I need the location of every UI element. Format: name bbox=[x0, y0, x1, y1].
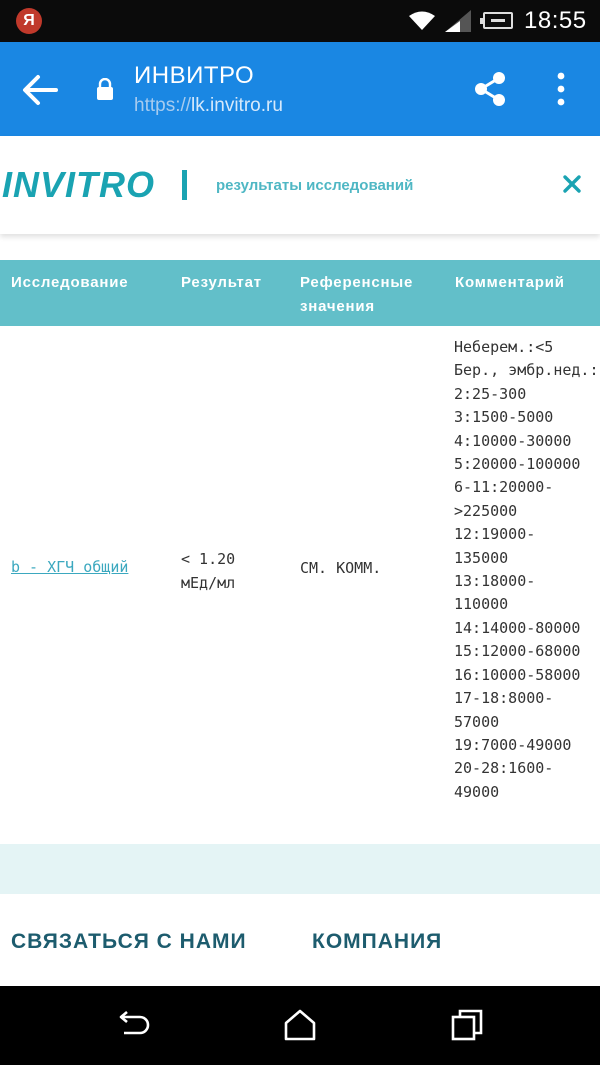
wifi-icon bbox=[408, 11, 436, 31]
url-host: lk.invitro.ru bbox=[191, 95, 283, 116]
more-options-icon[interactable] bbox=[548, 70, 574, 108]
nav-back-icon[interactable] bbox=[114, 1010, 154, 1042]
reference-value: СМ. КОММ. bbox=[300, 559, 382, 577]
battery-icon bbox=[483, 12, 513, 29]
comment-text: Неберем.:<5 Бер., эмбр.нед.: 2:25-300 3:1500-5000 4:10000-30000 5:20000-100000 6-11:20000- >225000 12:19000- 135000 13:18000- 110000 14:14000-80000 15:12000-68000 16:10000-58000 17-18:8000- 57000 19:7000-49000 20-28:1600- 49000 bbox=[454, 338, 599, 801]
nav-home-icon[interactable] bbox=[282, 1008, 318, 1042]
status-time: 18:55 bbox=[524, 7, 587, 34]
lock-icon[interactable] bbox=[96, 78, 114, 100]
column-header-test: Исследование bbox=[11, 274, 129, 291]
nav-recent-apps-icon[interactable] bbox=[450, 1008, 484, 1042]
logo-divider bbox=[182, 170, 187, 200]
column-header-comment: Комментарий bbox=[455, 274, 565, 291]
column-header-result: Результат bbox=[181, 274, 262, 291]
results-table-header bbox=[0, 260, 600, 326]
footer-company-heading: КОМПАНИЯ bbox=[312, 930, 443, 953]
url-display[interactable] bbox=[134, 95, 283, 117]
url-protocol: https:// bbox=[134, 95, 192, 116]
signal-icon bbox=[444, 9, 472, 33]
test-name-link[interactable]: b - ХГЧ общий bbox=[11, 558, 129, 576]
close-icon[interactable] bbox=[558, 170, 586, 198]
column-header-reference: Референсные значения bbox=[300, 274, 414, 315]
back-arrow-icon[interactable] bbox=[18, 68, 62, 112]
status-bar bbox=[0, 0, 600, 42]
header-subtitle: результаты исследований bbox=[216, 177, 414, 194]
table-row bbox=[0, 326, 600, 844]
table-footer-band bbox=[0, 844, 600, 894]
navigation-bar bbox=[0, 986, 600, 1065]
page-title: ИНВИТРО bbox=[134, 62, 255, 89]
result-value: < 1.20 мЕд/мл bbox=[181, 550, 236, 592]
browser-toolbar bbox=[0, 42, 600, 136]
footer-contact-heading: СВЯЗАТЬСЯ С НАМИ bbox=[11, 930, 247, 953]
share-icon[interactable] bbox=[472, 70, 508, 108]
invitro-logo[interactable]: INVITRO bbox=[2, 164, 156, 205]
site-header bbox=[0, 136, 600, 234]
yandex-icon: Я bbox=[16, 8, 42, 34]
